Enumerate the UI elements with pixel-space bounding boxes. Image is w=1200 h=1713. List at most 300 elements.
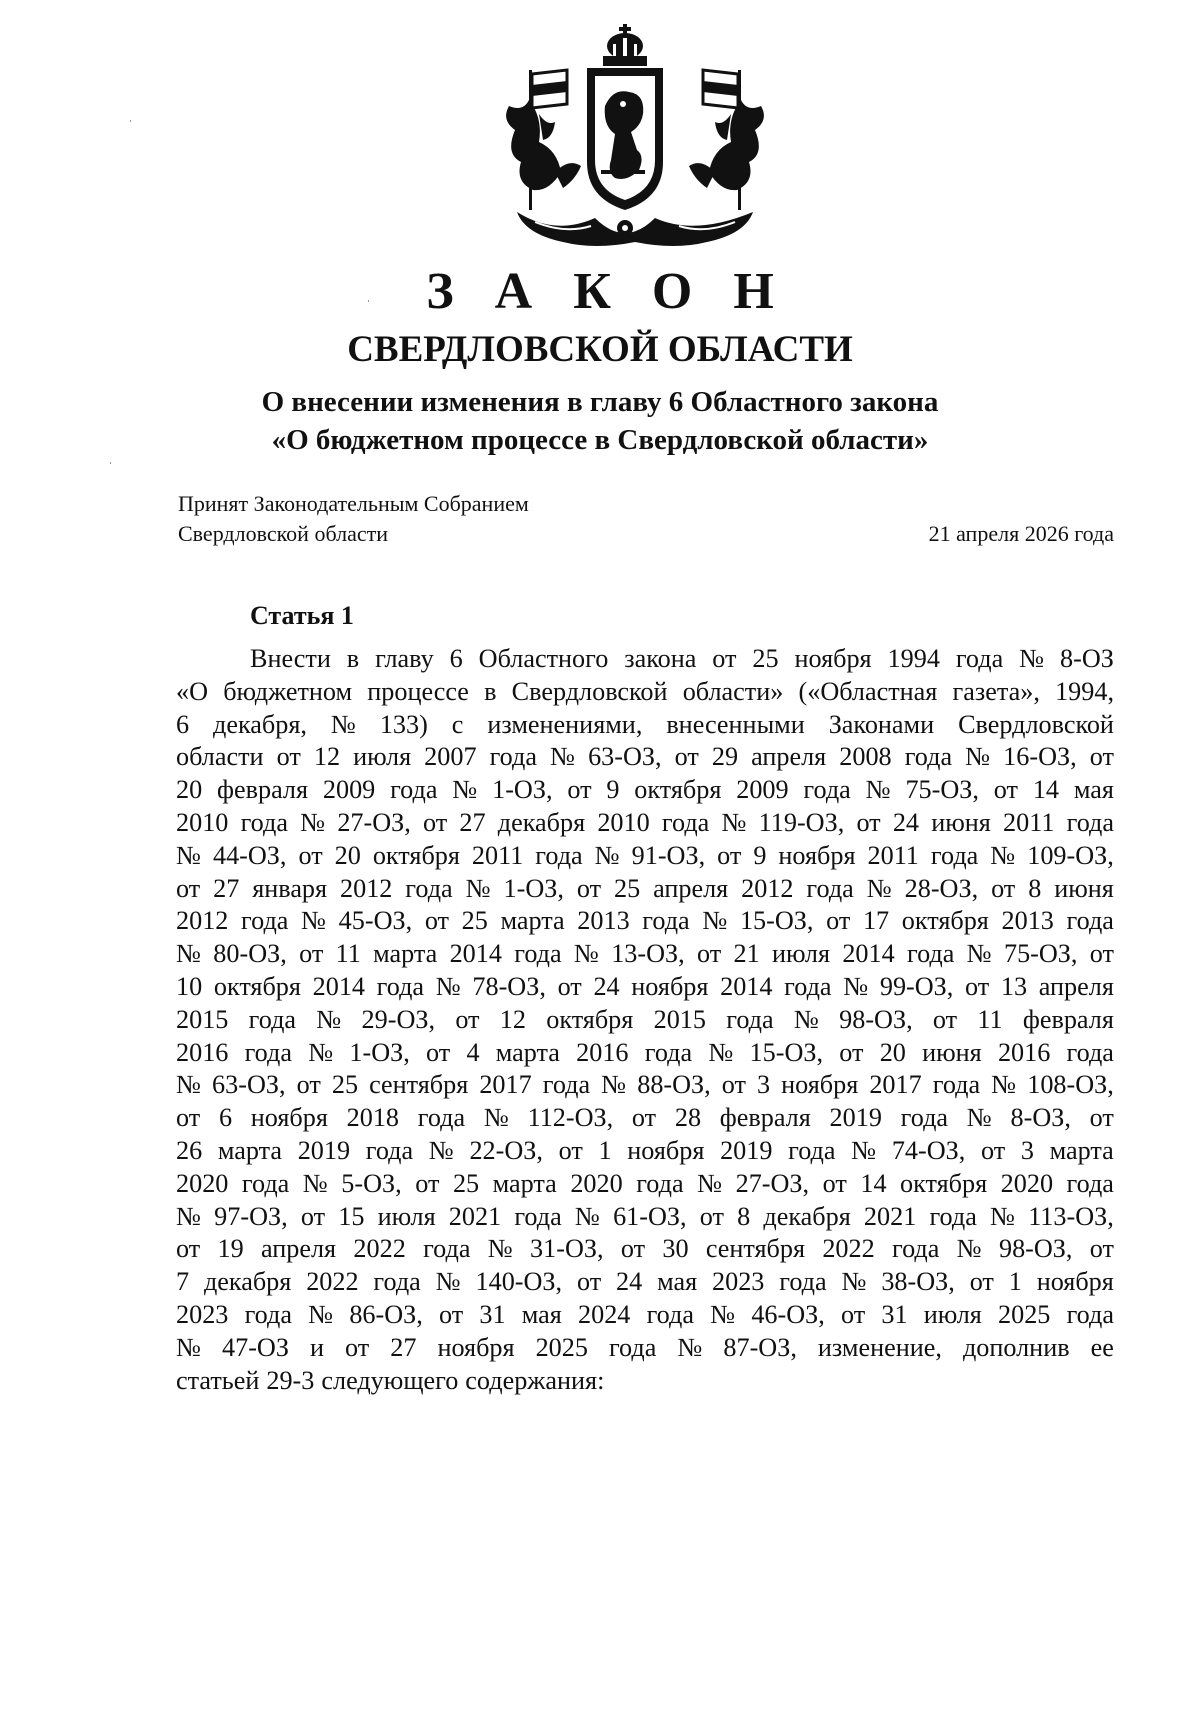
article-word: от (1089, 1103, 1114, 1133)
adoption-line-1: Принят Законодательным Собранием (178, 491, 529, 516)
article-word: 78-ОЗ, (472, 971, 546, 1001)
article-word: года (365, 1135, 414, 1165)
article-word: 27 (459, 807, 486, 837)
article-word: 31-ОЗ, (530, 1234, 604, 1264)
article-word: марта (495, 1037, 560, 1067)
article-word: 112-ОЗ, (527, 1103, 614, 1133)
article-word: 98-ОЗ, (839, 1004, 913, 1034)
article-word: № (465, 873, 491, 903)
article-word: 20 (334, 840, 361, 870)
article-word: от (981, 1135, 1006, 1165)
article-word: № (841, 1267, 867, 1297)
scan-speck (368, 300, 369, 302)
article-word: 2025 (998, 1299, 1051, 1329)
article-word: ноября (778, 840, 856, 870)
article-text-line (176, 774, 1114, 807)
article-word: октября (372, 840, 460, 870)
article-word: Свердловской (958, 709, 1114, 739)
article-word: № (697, 1168, 723, 1198)
article-word: года (726, 1004, 774, 1034)
article-word: 2013 (577, 906, 630, 936)
article-word: 21 (733, 939, 760, 969)
article-text-line (176, 1299, 1114, 1332)
article-word: 8 (1028, 873, 1042, 903)
article-text-line (176, 905, 1114, 938)
article-word: 1-ОЗ, (503, 873, 564, 903)
article-word: года (1066, 1299, 1114, 1329)
article-word: № (965, 742, 991, 772)
article-word: 11 (977, 1004, 1003, 1034)
article-text-line (176, 676, 1114, 709)
article-word: с (451, 709, 464, 739)
article-word: 2009 (322, 775, 376, 805)
article-word: от (1089, 1234, 1114, 1264)
article-word: 10 (176, 971, 203, 1001)
article-word: года (240, 807, 288, 837)
article-word: июня (931, 807, 991, 837)
article-text-line (176, 1102, 1114, 1135)
article-word: 113-ОЗ, (1028, 1201, 1114, 1231)
article-word: от (841, 1299, 866, 1329)
article-word: от (965, 971, 990, 1001)
article-word: № (843, 971, 869, 1001)
article-word: в (484, 676, 497, 706)
article-word: от (426, 1037, 451, 1067)
article-word: 63-ОЗ, (588, 742, 662, 772)
article-word: года (244, 1037, 292, 1067)
article-word: октября (901, 906, 989, 936)
article-word: года (241, 1168, 290, 1198)
article-word: года (806, 873, 854, 903)
article-text-line (176, 1004, 1114, 1037)
article-word: 27-ОЗ, (735, 1168, 810, 1198)
article-word: 2011 (471, 840, 524, 870)
article-word: 2020 (176, 1168, 229, 1198)
article-word: 75-ОЗ, (1003, 939, 1078, 969)
article-word: 20 (176, 775, 203, 805)
article-word: 15-ОЗ, (739, 906, 814, 936)
article-text-line (176, 938, 1114, 971)
article-word: 2012 (176, 906, 229, 936)
article-word: 2020 (1000, 1168, 1054, 1198)
article-word: 99-ОЗ, (879, 971, 954, 1001)
article-word: 3 (757, 1070, 771, 1100)
article-word: 119-ОЗ, (758, 807, 845, 837)
article-word: года (417, 1103, 466, 1133)
article-word: ноября (631, 971, 709, 1001)
article-word: от (631, 1103, 657, 1133)
article-word: 26 (176, 1135, 203, 1165)
article-text-line (176, 709, 1114, 742)
article-word: года (644, 1037, 693, 1067)
article-word: декабря (203, 1267, 292, 1297)
article-word: 75-ОЗ, (905, 775, 979, 805)
article-word: № (594, 840, 620, 870)
article-word: процессе (367, 676, 469, 706)
law-subject (0, 383, 1200, 459)
article-word: газета», (952, 676, 1040, 706)
scan-speck (110, 462, 111, 464)
article-word: года (514, 939, 562, 969)
article-word: от (932, 1004, 958, 1034)
article-word: 2019 (829, 1103, 882, 1133)
article-word: 13 (1000, 971, 1028, 1001)
article-word: ноября (250, 1103, 328, 1133)
article-word: года (608, 1332, 657, 1362)
article-word: 25 (461, 906, 488, 936)
article-word: Свердловской (511, 676, 668, 706)
article-word: октября (546, 1004, 634, 1034)
article-word: 9 (753, 840, 767, 870)
article-word: года (661, 807, 710, 837)
article-text-line (176, 1135, 1114, 1168)
article-word: 7 (176, 1267, 190, 1297)
coat-of-arms-emblem (495, 22, 775, 254)
article-word: 25 (613, 873, 641, 903)
law-subject-line-1: О внесении изменения в главу 6 Областного закона (261, 386, 939, 418)
article-word: от (826, 906, 851, 936)
article-text-line (176, 1266, 1114, 1299)
article-word: июня (1054, 873, 1114, 903)
article-word: статьей (176, 1365, 260, 1395)
adoption-line-2: Свердловской области (178, 521, 388, 546)
article-word: 1 (598, 1135, 612, 1165)
document-type-title: З А К О Н (426, 263, 788, 320)
article-word: № (956, 1234, 982, 1264)
article-word: 2012 (340, 873, 393, 903)
article-word: 86-ОЗ, (349, 1299, 423, 1329)
article-word: года (900, 1103, 949, 1133)
article-word: года (542, 1070, 591, 1100)
article-word: главу (375, 644, 434, 673)
article-word: 1-ОЗ, (492, 775, 553, 805)
article-word: марта (217, 1135, 283, 1165)
article-word: изменениями, (487, 709, 643, 739)
article-word: № (1019, 644, 1045, 673)
article-word: июля (923, 1299, 982, 1329)
article-word: 2021 (448, 1201, 502, 1231)
article-word: Внести (250, 644, 331, 673)
article-word: марта (492, 1168, 557, 1198)
article-word: № (708, 1037, 734, 1067)
article-word: внесенными (666, 709, 805, 739)
article-word: от (712, 644, 737, 673)
scan-speck (130, 120, 131, 122)
article-word: от (557, 971, 582, 1001)
article-word: 2014 (720, 971, 773, 1001)
article-word: от (176, 1234, 201, 1264)
article-word: 133) (379, 709, 428, 739)
article-word: от (298, 840, 323, 870)
article-word: № (301, 906, 327, 936)
article-text-line (176, 741, 1114, 774)
article-word: от (423, 807, 448, 837)
article-word: декабря (497, 807, 586, 837)
article-word: от (839, 1037, 864, 1067)
article-word: следующего (321, 1365, 459, 1395)
article-word: № (793, 1004, 819, 1034)
article-word: 2017 (479, 1070, 532, 1100)
article-word: февраля (217, 775, 309, 805)
article-word: 25 (331, 1070, 359, 1100)
article-word: июля (377, 1201, 436, 1231)
article-word: 1 (1008, 1267, 1022, 1297)
article-word: февраля (1022, 1004, 1114, 1034)
article-word: от (176, 873, 201, 903)
article-word: 2017 (869, 1070, 922, 1100)
article-word: № (452, 775, 478, 805)
article-word: от (300, 1201, 326, 1231)
article-word: 2008 (839, 742, 892, 772)
article-word: 28 (674, 1103, 702, 1133)
article-word: № (176, 840, 201, 870)
article-word: от (721, 1070, 746, 1100)
article-word: 109-ОЗ, (1027, 840, 1114, 870)
article-word: № (991, 1070, 1017, 1100)
article-word: № (601, 1070, 627, 1100)
article-word: октября (634, 775, 722, 805)
article-word: от (415, 1168, 440, 1198)
article-word: от (296, 1070, 321, 1100)
article-word: года (390, 775, 438, 805)
article-word: 28-ОЗ, (904, 873, 979, 903)
article-word: 31 (881, 1299, 908, 1329)
article-word: № (176, 1070, 201, 1100)
article-text-line (176, 1069, 1114, 1102)
article-word: 29-ОЗ, (361, 1004, 436, 1034)
article-word: года (514, 1201, 562, 1231)
article-word: 5-ОЗ, (341, 1168, 402, 1198)
article-word: ноября (781, 1070, 859, 1100)
article-word: 29 (711, 742, 739, 772)
article-text-line (176, 840, 1114, 873)
article-word: № (702, 906, 728, 936)
article-word: от (822, 1168, 847, 1198)
article-word: ноября (437, 1332, 515, 1362)
article-word: в (346, 644, 360, 673)
article-word: года (788, 1135, 836, 1165)
article-word: ноября (794, 644, 872, 673)
article-word: от (856, 807, 881, 837)
article-word: января (252, 873, 328, 903)
article-word: 74-ОЗ, (891, 1135, 966, 1165)
article-word: 27 (390, 1332, 417, 1362)
article-word: 4 (466, 1037, 480, 1067)
article-word: 108-ОЗ, (1027, 1070, 1114, 1100)
article-word: от (576, 1267, 602, 1297)
article-word: 16-ОЗ, (1003, 742, 1077, 772)
article-word: 19 (217, 1234, 244, 1264)
adoption-info (178, 489, 529, 549)
article-word: 1994 (887, 644, 940, 673)
article-word: («Областная (798, 676, 938, 706)
article-word: года (907, 939, 955, 969)
article-word: Законами (828, 709, 935, 739)
adoption-date: 21 апреля 2026 года (928, 521, 1114, 546)
article-word: № (316, 1004, 342, 1034)
article-word: года (244, 1299, 292, 1329)
article-word: 14 (1032, 775, 1059, 805)
article-word: от (697, 939, 722, 969)
article-word: № (428, 1135, 454, 1165)
article-word: № (866, 873, 892, 903)
article-word: 2014 (312, 971, 365, 1001)
article-word: 88-ОЗ, (637, 1070, 711, 1100)
article-word: 2016 (176, 1037, 229, 1067)
article-word: 2020 (570, 1168, 623, 1198)
article-word: № (574, 1201, 600, 1231)
article-word: 2014 (449, 939, 502, 969)
article-word: от (699, 1201, 724, 1231)
article-word: 13-ОЗ, (611, 939, 685, 969)
article-word: от (717, 840, 742, 870)
article-word: апреля (653, 873, 729, 903)
article-word: апреля (751, 742, 827, 772)
article-word: содержания: (465, 1365, 605, 1395)
article-word: № (300, 807, 326, 837)
article-word: года (248, 1004, 297, 1034)
article-word: «О (176, 676, 209, 706)
article-word: 8 (737, 1201, 751, 1231)
article-word: 2014 (842, 939, 895, 969)
article-word: года (932, 1070, 981, 1100)
article-word: года (1066, 906, 1114, 936)
article-word: от (439, 1299, 464, 1329)
article-word: 25 (452, 1168, 480, 1198)
article-word: 87-ОЗ, (723, 1332, 797, 1362)
article-word: 45-ОЗ, (338, 906, 413, 936)
article-word: № (677, 1332, 703, 1362)
article-word: года (405, 873, 453, 903)
article-word: Областного (478, 644, 609, 673)
article-word: сентября (369, 1070, 469, 1100)
article-word: июня (922, 1037, 982, 1067)
article-word: № (865, 775, 891, 805)
article-word: года (1066, 807, 1114, 837)
article-word: года (423, 1234, 471, 1264)
article-word: 22-ОЗ, (469, 1135, 543, 1165)
article-word: 2015 (653, 1004, 706, 1034)
article-word: от (299, 939, 324, 969)
article-word: 17 (862, 906, 890, 936)
article-word: № (990, 1201, 1016, 1231)
article-text-line (176, 1233, 1114, 1266)
article-text-line (176, 1037, 1114, 1070)
article-word: года (1066, 1168, 1114, 1198)
article-word: 2023 (712, 1267, 765, 1297)
article-heading: Статья 1 (250, 601, 354, 630)
article-word: года (376, 971, 425, 1001)
article-word: 12 (313, 742, 341, 772)
article-word: года (646, 1299, 694, 1329)
article-text-line (176, 971, 1114, 1004)
article-text-line (176, 807, 1114, 840)
article-text-line (176, 643, 1114, 676)
article-word: октября (900, 1168, 988, 1198)
article-word: 2025 (535, 1332, 588, 1362)
article-word: 8-ОЗ, (1010, 1103, 1071, 1133)
article-word: 61-ОЗ, (613, 1201, 687, 1231)
article-word: ноября (627, 1135, 705, 1165)
article-word: 2013 (1001, 906, 1054, 936)
article-word: 31 (479, 1299, 506, 1329)
article-word: от (424, 906, 450, 936)
article-word: 24 (892, 807, 920, 837)
article-word: года (241, 906, 289, 936)
article-word: № (990, 840, 1016, 870)
article-word: 6 (218, 1103, 233, 1133)
article-word: № (176, 1201, 201, 1231)
article-word: 140-ОЗ, (475, 1267, 563, 1297)
article-word: 2015 (176, 1004, 229, 1034)
article-word: 2009 (736, 775, 789, 805)
article-text-line (176, 1201, 1114, 1234)
article-text-line (176, 1168, 1114, 1201)
article-word: от (993, 775, 1018, 805)
article-word: 2022 (822, 1234, 875, 1264)
article-word: февраля (719, 1103, 811, 1133)
article-word: мая (521, 1299, 562, 1329)
article-word: 2011 (1003, 807, 1055, 837)
article-word: от (674, 742, 699, 772)
article-word: закона (624, 644, 697, 673)
article-word: 2007 (424, 742, 477, 772)
article-word: 2016 (997, 1037, 1051, 1067)
article-word: года (930, 840, 979, 870)
article-word: от (176, 1103, 201, 1133)
article-word: 2016 (576, 1037, 629, 1067)
article-word: от (620, 1234, 646, 1264)
article-word: 2018 (346, 1103, 399, 1133)
article-word: года (489, 742, 537, 772)
article-word: года (892, 1234, 940, 1264)
article-word: года (904, 742, 953, 772)
article-word: № (721, 807, 747, 837)
article-word: № (435, 971, 461, 1001)
article-text-line (176, 1332, 1114, 1365)
article-word: 27 (213, 873, 240, 903)
article-word: года (779, 1267, 827, 1297)
article-word: № (851, 1135, 877, 1165)
article-word: года (803, 775, 851, 805)
article-word: 1-ОЗ, (349, 1037, 410, 1067)
article-word: 29-3 (266, 1365, 315, 1395)
article-word: изменение, (817, 1332, 942, 1362)
article-word: 15 (338, 1201, 365, 1231)
article-word: июля (353, 742, 412, 772)
article-word: 2021 (863, 1201, 917, 1231)
article-word: от (1089, 939, 1114, 969)
article-word: № (176, 939, 201, 969)
article-word: 27-ОЗ, (337, 807, 411, 837)
article-body (176, 643, 1114, 1397)
article-word: года (642, 906, 690, 936)
article-word: № (308, 1037, 334, 1067)
article-word: ноября (1036, 1267, 1114, 1297)
article-word: 15-ОЗ, (749, 1037, 824, 1067)
article-word: декабря, (213, 709, 307, 739)
article-word: 2019 (297, 1135, 351, 1165)
article-word: от (345, 1332, 370, 1362)
article-word: 3 (1020, 1135, 1034, 1165)
article-word: области (176, 742, 264, 772)
article-word: 9 (606, 775, 620, 805)
article-word: 63-ОЗ, (212, 1070, 286, 1100)
article-word: декабря (763, 1201, 851, 1231)
article-word: 47-ОЗ (222, 1332, 289, 1362)
article-word: 2024 (578, 1299, 631, 1329)
article-word: № (435, 1267, 461, 1297)
